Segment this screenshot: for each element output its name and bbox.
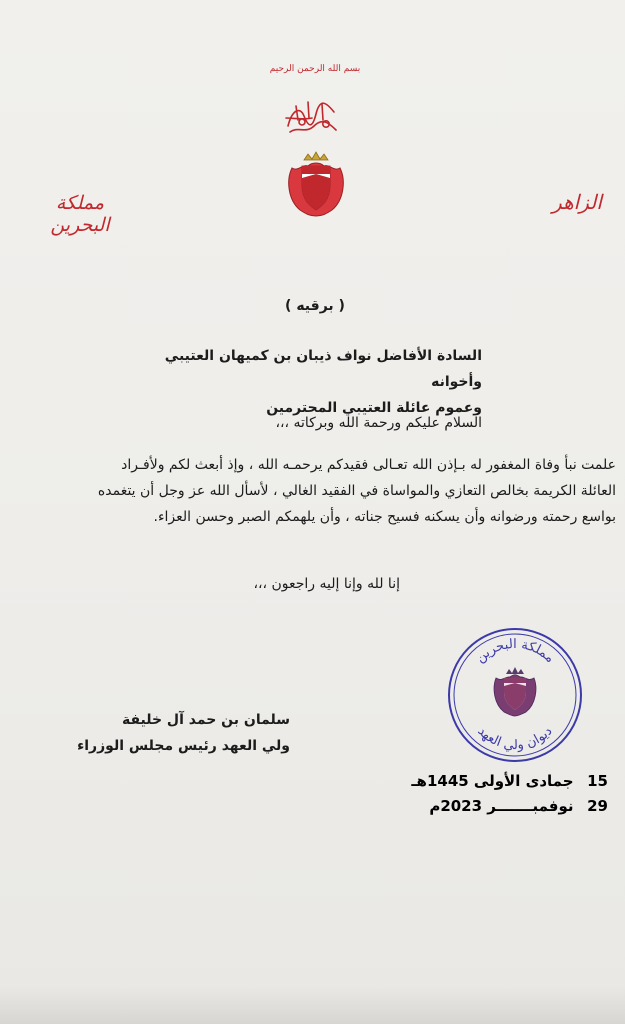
date-hijri [376, 772, 608, 790]
seal-top-text: مملكة البحرين [472, 636, 558, 667]
date-text: نوفمبـــــــر 2023م [429, 797, 574, 815]
letter-body [58, 452, 616, 530]
bahrain-crest-icon [284, 150, 348, 218]
date-text: جمادى الأولى 1445هـ [411, 772, 574, 790]
letter-title: ( برقيه ) [285, 298, 345, 314]
closing-line: إنا لله وإنا إليه راجعون ،،، [253, 576, 400, 592]
addressee [110, 343, 482, 421]
body-line: العائلة الكريمة بخالص التعازي والمواساة في الفقيد الغالي ، لأسأل الله عز وجل أن يتغمده [97, 483, 616, 499]
basmala: بسم الله الرحمن الرحيم [269, 64, 361, 74]
date-day: 29 [587, 797, 608, 815]
seal-bottom-text: ديوان ولي العهد [474, 723, 556, 754]
paper-edge-shadow [0, 985, 625, 1024]
signatory-name: سلمان بن حمد آل خليفة [121, 712, 290, 728]
date-day: 15 [587, 772, 608, 790]
signature-monogram [282, 96, 342, 138]
crown-prince-court-seal [446, 626, 584, 764]
greeting: السلام عليكم ورحمة الله وبركاته ،،، [275, 415, 482, 431]
body-line: بواسع رحمته ورضوانه وأن يسكنه فسيح جناته ، وأن يلهمكم الصبر وحسن العزاء. [153, 509, 616, 525]
seal-crest-icon [494, 667, 536, 716]
body-line: علمت نبأ وفاة المغفور له بـإذن الله تعـالى فقيدكم يرحمـه الله ، وإذ أبعث لكم ولأفـراد [121, 457, 616, 473]
header-al-zaher: الزاهر [552, 190, 602, 214]
signatory [40, 707, 290, 759]
addressee-line: السادة الأفاضل نواف ذيبان بن كميهان العتيبي وأخوانه [164, 348, 482, 390]
addressee-line: وعموم عائلة العتيبي المحترمين [266, 400, 482, 416]
signatory-title: ولي العهد رئيس مجلس الوزراء [77, 738, 290, 754]
header-kingdom-of-bahrain: مملكة البحرين [50, 192, 110, 236]
date-gregorian [376, 797, 608, 815]
